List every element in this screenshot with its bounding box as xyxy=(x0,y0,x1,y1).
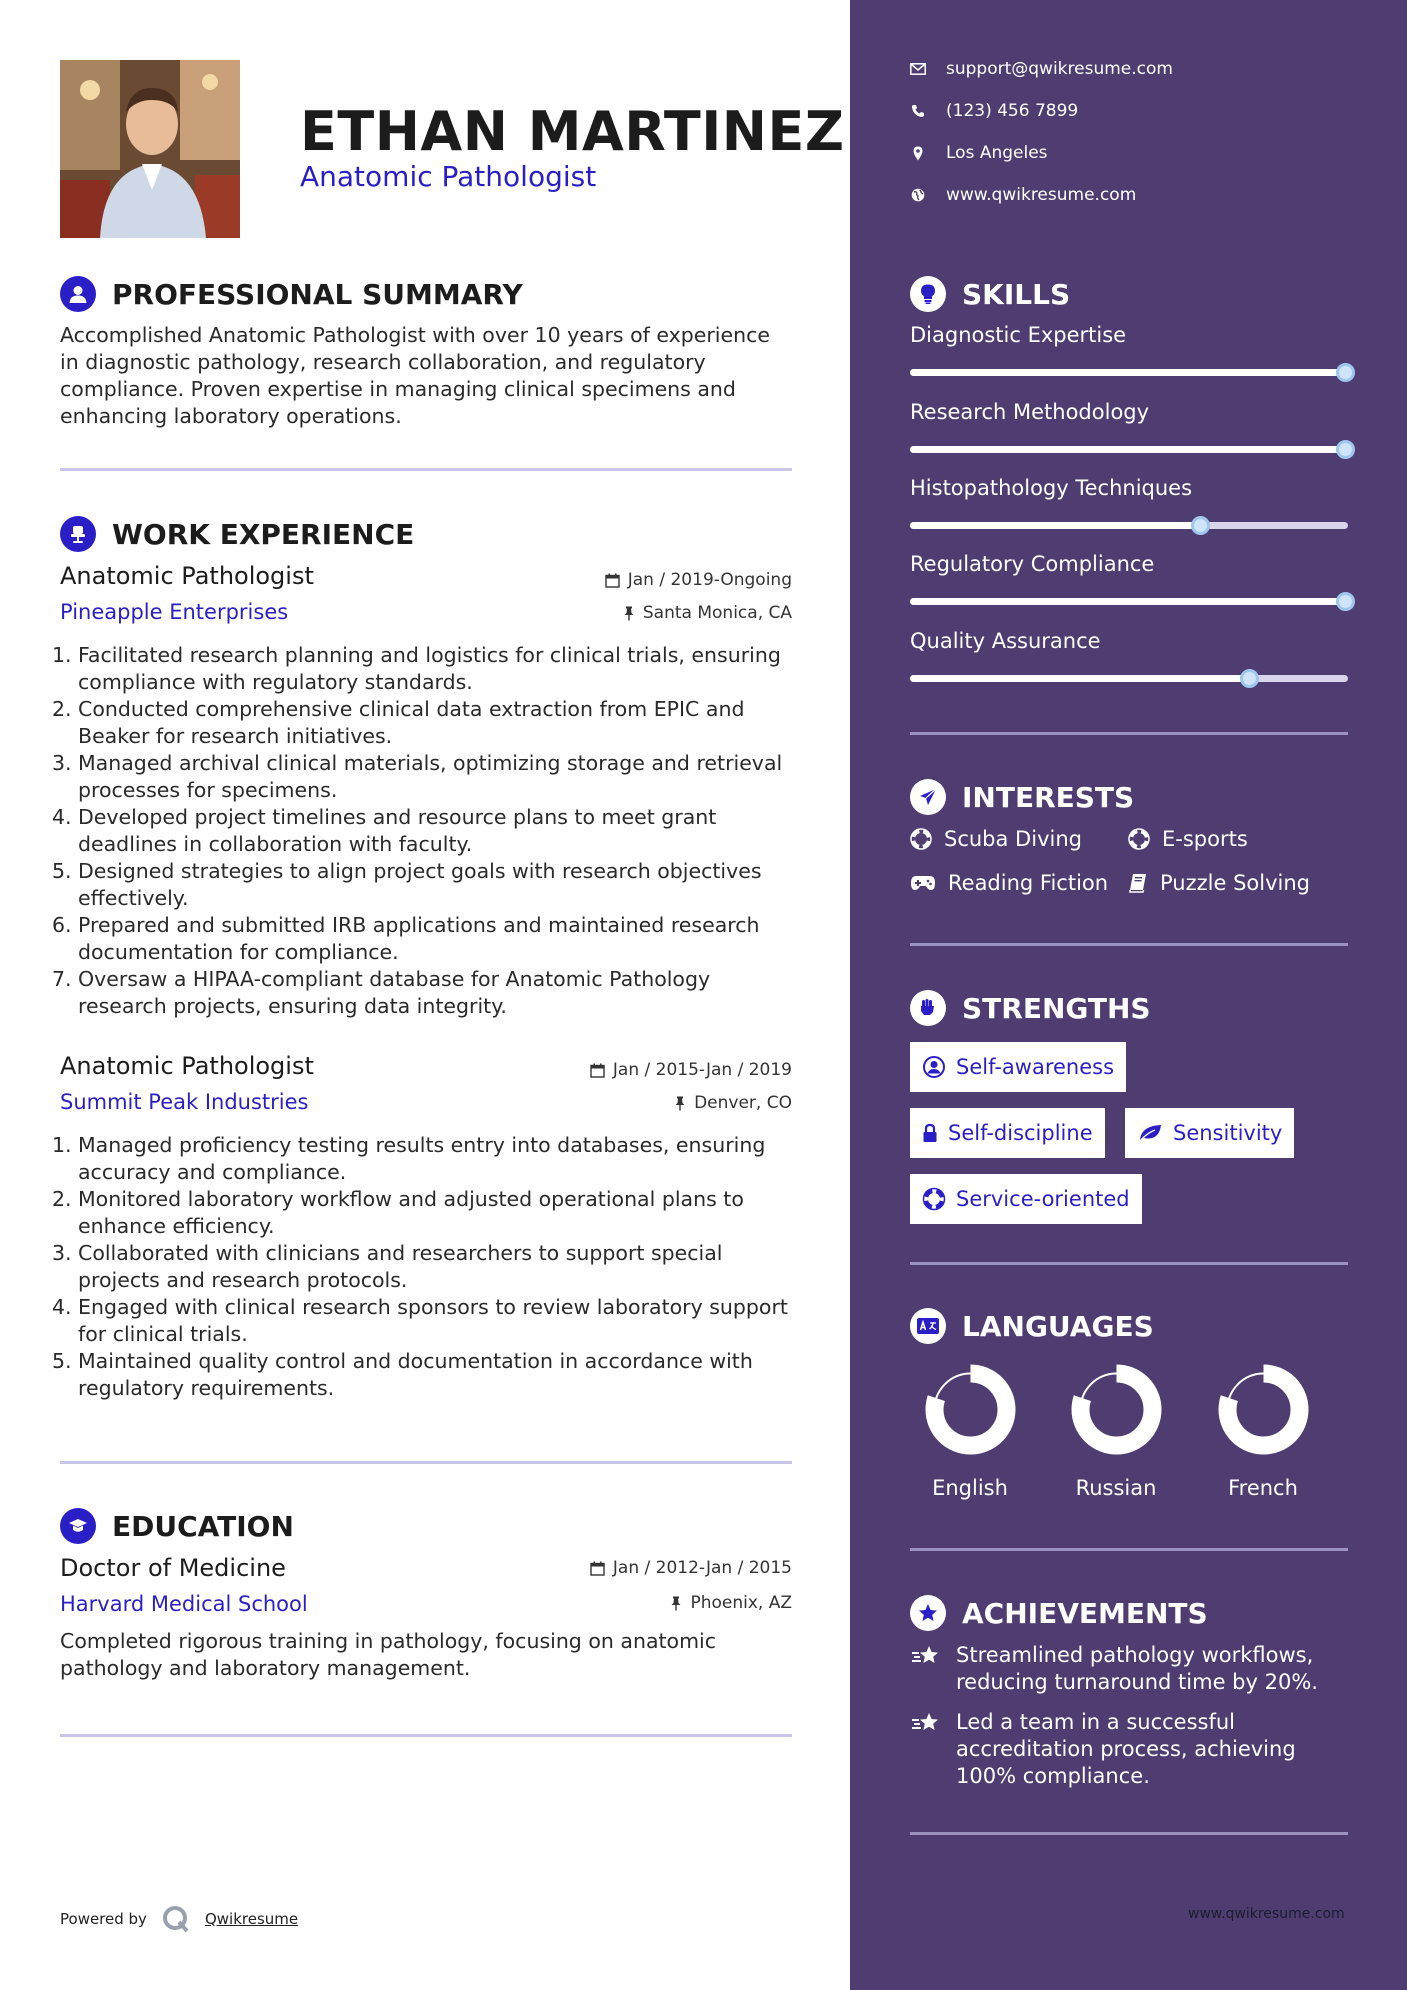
sidebar-divider xyxy=(910,1262,1348,1265)
job-responsibilities xyxy=(52,1132,792,1402)
interests-title: INTERESTS xyxy=(962,780,1135,814)
paper-plane-icon xyxy=(910,779,946,815)
lightbulb-icon xyxy=(910,276,946,312)
lifebuoy-icon xyxy=(1128,828,1150,850)
summary-title: PROFESSIONAL SUMMARY xyxy=(112,277,523,311)
map-marker-icon xyxy=(913,146,923,161)
calendar-icon xyxy=(590,1561,605,1576)
section-divider xyxy=(60,1461,792,1464)
job-title: Anatomic Pathologist xyxy=(60,1052,314,1080)
skill-label: Quality Assurance xyxy=(910,629,1101,653)
school-name: Harvard Medical School xyxy=(60,1592,308,1616)
user-icon xyxy=(60,276,96,312)
qwikresume-link[interactable]: Qwikresume xyxy=(204,1910,299,1928)
interests-heading xyxy=(910,779,1134,815)
list-item: Managed archival clinical materials, optimizing storage and retrieval processes for specimens. xyxy=(78,751,783,802)
experience-heading xyxy=(60,516,414,552)
company-name: Pineapple Enterprises xyxy=(60,600,289,624)
language-icon xyxy=(910,1308,946,1344)
summary-text: Accomplished Anatomic Pathologist with over 10 years of experience in diagnostic pathology, research collaboration, and regulatory compliance. Proven expertise in managing clinical specimens and enhancing laboratory operations. xyxy=(60,323,770,428)
list-item: Managed proficiency testing results entry into databases, ensuring accuracy and compliance. xyxy=(78,1133,766,1184)
user-circle-icon xyxy=(922,1055,946,1079)
achievements-heading xyxy=(910,1595,1208,1631)
skill-bar-fill xyxy=(910,522,1203,529)
list-item: Prepared and submitted IRB applications and maintained research documentation for compliance. xyxy=(78,913,760,964)
strength-tag: Sensitivity xyxy=(1125,1108,1294,1158)
skill-bar-fill xyxy=(910,446,1348,453)
education-date: Jan / 2012-Jan / 2015 xyxy=(590,1558,792,1578)
interest-item: E-sports xyxy=(1128,827,1248,851)
contact-location: Los Angeles xyxy=(910,143,1048,163)
envelope-icon xyxy=(910,63,926,75)
list-item: Conducted comprehensive clinical data extraction from EPIC and Beaker for research initiatives. xyxy=(78,697,745,748)
list-item: Developed project timelines and resource plans to meet grant deadlines in collaboration with faculty. xyxy=(78,805,717,856)
job-date: Jan / 2015-Jan / 2019 xyxy=(590,1060,792,1080)
sidebar-divider xyxy=(910,943,1348,946)
job-date: Jan / 2019-Ongoing xyxy=(605,570,792,590)
footer-url[interactable]: www.qwikresume.com xyxy=(1188,1906,1345,1922)
list-item: Maintained quality control and documentation in accordance with regulatory requirements. xyxy=(78,1349,753,1400)
candidate-name: ETHAN MARTINEZ xyxy=(300,100,845,163)
job-location: Denver, CO xyxy=(674,1093,792,1113)
strength-tag: Self-discipline xyxy=(910,1108,1105,1158)
list-item: Engaged with clinical research sponsors to review laboratory support for clinical trials. xyxy=(78,1295,788,1346)
globe-icon xyxy=(911,188,925,202)
sidebar-divider xyxy=(910,732,1348,735)
contact-phone: (123) 456 7899 xyxy=(910,101,1078,121)
graduation-icon xyxy=(60,1508,96,1544)
skill-label: Histopathology Techniques xyxy=(910,476,1193,500)
strengths-title: STRENGTHS xyxy=(962,991,1151,1025)
education-title: EDUCATION xyxy=(112,1509,294,1543)
shooting-star-icon xyxy=(910,1711,942,1737)
interest-item: Puzzle Solving xyxy=(1128,871,1310,895)
summary-heading xyxy=(60,276,523,312)
language-donut xyxy=(923,1362,1018,1457)
pin-icon xyxy=(670,1596,682,1611)
languages-title: LANGUAGES xyxy=(962,1309,1154,1343)
skill-bar-knob xyxy=(1336,592,1355,611)
list-item: Designed strategies to align project goals with research objectives effectively. xyxy=(78,859,762,910)
section-divider xyxy=(60,1734,792,1737)
skill-bar xyxy=(910,598,1348,605)
language-label: French xyxy=(1228,1476,1298,1500)
skill-bar-fill xyxy=(910,598,1348,605)
skill-bar-fill xyxy=(910,369,1348,376)
lock-icon xyxy=(922,1123,938,1143)
calendar-icon xyxy=(590,1063,605,1078)
list-item: Collaborated with clinicians and researchers to support special projects and research protocols. xyxy=(78,1241,723,1292)
raised-fist-icon xyxy=(910,990,946,1026)
education-location: Phoenix, AZ xyxy=(670,1593,792,1613)
leaf-icon xyxy=(1137,1123,1163,1143)
job-location: Santa Monica, CA xyxy=(623,603,792,623)
contact-email: support@qwikresume.com xyxy=(910,59,1173,79)
language-gauge xyxy=(1061,1362,1171,1461)
book-icon xyxy=(1128,873,1148,893)
skill-bar xyxy=(910,522,1348,529)
language-donut xyxy=(1069,1362,1164,1457)
skill-bar xyxy=(910,675,1348,682)
gamepad-icon xyxy=(910,875,936,891)
skill-label: Diagnostic Expertise xyxy=(910,323,1127,347)
phone-icon xyxy=(911,104,925,118)
lifebuoy-icon xyxy=(910,828,932,850)
language-donut xyxy=(1216,1362,1311,1457)
list-item: Monitored laboratory workflow and adjusted operational plans to enhance efficiency. xyxy=(78,1187,744,1238)
star-badge-icon xyxy=(910,1595,946,1631)
skills-heading xyxy=(910,276,1070,312)
achievements-title: ACHIEVEMENTS xyxy=(962,1596,1208,1630)
powered-by: Powered by Qwikresume xyxy=(60,1904,298,1934)
job-title: Anatomic Pathologist xyxy=(60,562,314,590)
language-gauge xyxy=(1208,1362,1318,1461)
strength-tag: Service-oriented xyxy=(910,1174,1142,1224)
job-responsibilities xyxy=(52,642,792,1020)
skill-bar xyxy=(910,369,1348,376)
skill-bar-knob xyxy=(1336,440,1355,459)
skill-bar xyxy=(910,446,1348,453)
candidate-role: Anatomic Pathologist xyxy=(300,160,597,193)
lifebuoy-icon xyxy=(922,1187,946,1211)
office-chair-icon xyxy=(60,516,96,552)
sidebar-divider xyxy=(910,1548,1348,1551)
skill-label: Research Methodology xyxy=(910,400,1150,424)
language-label: English xyxy=(932,1476,1008,1500)
language-label: Russian xyxy=(1075,1476,1157,1500)
interest-item: Reading Fiction xyxy=(910,871,1108,895)
skill-bar-knob xyxy=(1336,363,1355,382)
achievement-item: Led a team in a successful accreditation process, achieving 100% compliance. xyxy=(910,1709,1350,1790)
pin-icon xyxy=(623,606,635,621)
pin-icon xyxy=(674,1096,686,1111)
skills-title: SKILLS xyxy=(962,277,1071,311)
skill-label: Regulatory Compliance xyxy=(910,552,1155,576)
profile-photo xyxy=(60,60,240,238)
experience-title: WORK EXPERIENCE xyxy=(112,517,415,551)
skill-bar-knob xyxy=(1240,669,1259,688)
achievement-item: Streamlined pathology workflows, reducing turnaround time by 20%. xyxy=(910,1642,1350,1696)
education-text: Completed rigorous training in pathology, focusing on anatomic pathology and laboratory management. xyxy=(60,1629,717,1680)
strength-tag: Self-awareness xyxy=(910,1042,1126,1092)
strengths-heading xyxy=(910,990,1151,1026)
language-gauge xyxy=(915,1362,1025,1461)
interest-item: Scuba Diving xyxy=(910,827,1082,851)
degree-title: Doctor of Medicine xyxy=(60,1554,286,1582)
calendar-icon xyxy=(605,573,620,588)
languages-heading xyxy=(910,1308,1154,1344)
education-heading xyxy=(60,1508,294,1544)
list-item: Oversaw a HIPAA-compliant database for Anatomic Pathology research projects, ensuring data integrity. xyxy=(78,967,711,1018)
sidebar-divider xyxy=(910,1832,1348,1835)
shooting-star-icon xyxy=(910,1644,942,1670)
list-item: Facilitated research planning and logistics for clinical trials, ensuring compliance with regulatory standards. xyxy=(78,643,781,694)
company-name: Summit Peak Industries xyxy=(60,1090,309,1114)
contact-website: www.qwikresume.com xyxy=(910,185,1136,205)
qwikresume-logo-icon xyxy=(161,1904,191,1934)
skill-bar-fill xyxy=(910,675,1252,682)
section-divider xyxy=(60,468,792,471)
